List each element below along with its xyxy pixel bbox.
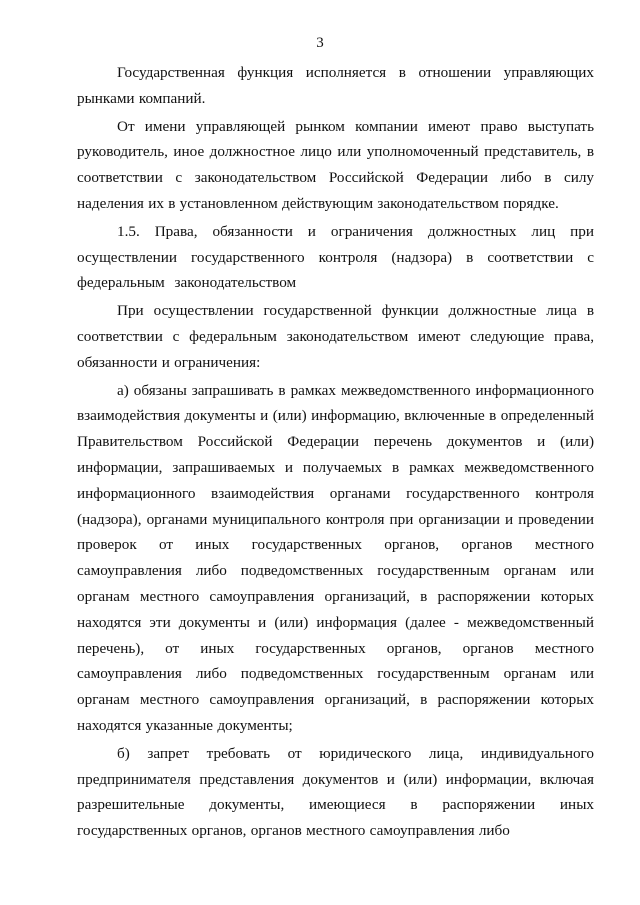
- paragraph-item-a: а) обязаны запрашивать в рамках межведомственного информационного взаимодействия документы и (или) информацию, включенные в определенный Правительством Российской Федерации перечень документов и (или) информации, запрашиваемых и получаемых в рамках межведомственного информационного взаимодействия органами государственного контроля (надзора), органами муниципального контроля при организации и проведении проверок от иных государственных органов, органов местного самоуправления либо подведомственных государственным органам или органам местного самоуправления организаций, в распоряжении которых находятся эти документы и (или) информация (далее - межведомственный перечень), от иных государственных органов, органов местного самоуправления либо подведомственных государственным органам или органам местного самоуправления организаций, в распоряжении которых находятся указанные документы;: [77, 381, 594, 734]
- paragraph-item-b: б) запрет требовать от юридического лица, индивидуального предпринимателя представления документов и (или) информации, включая разрешительные документы, имеющиеся в распоряжении иных государственных органов, органов местного самоуправления либо: [77, 744, 594, 840]
- section-heading-1-5: 1.5. Права, обязанности и ограничения должностных лиц при осуществлении государственного контроля (надзора) в соответствии с федеральным законодательством: [77, 222, 594, 292]
- paragraph-managed-companies: Государственная функция исполняется в отношении управляющих рынками компаний.: [77, 64, 594, 107]
- paragraph-rights-intro: При осуществлении государственной функции должностные лица в соответствии с федеральным законодательством имеют следующие права, обязанности и ограничения:: [77, 302, 594, 371]
- paragraph-representation: От имени управляющей рынком компании имеют право выступать руководитель, иное должностное лицо или уполномоченный представитель, в соответствии с законодательством Российской Федерации либо в силу наделения их в установленном действующим законодательством порядке.: [77, 117, 594, 212]
- page-number: 3: [316, 35, 324, 51]
- document-body: [77, 60, 594, 846]
